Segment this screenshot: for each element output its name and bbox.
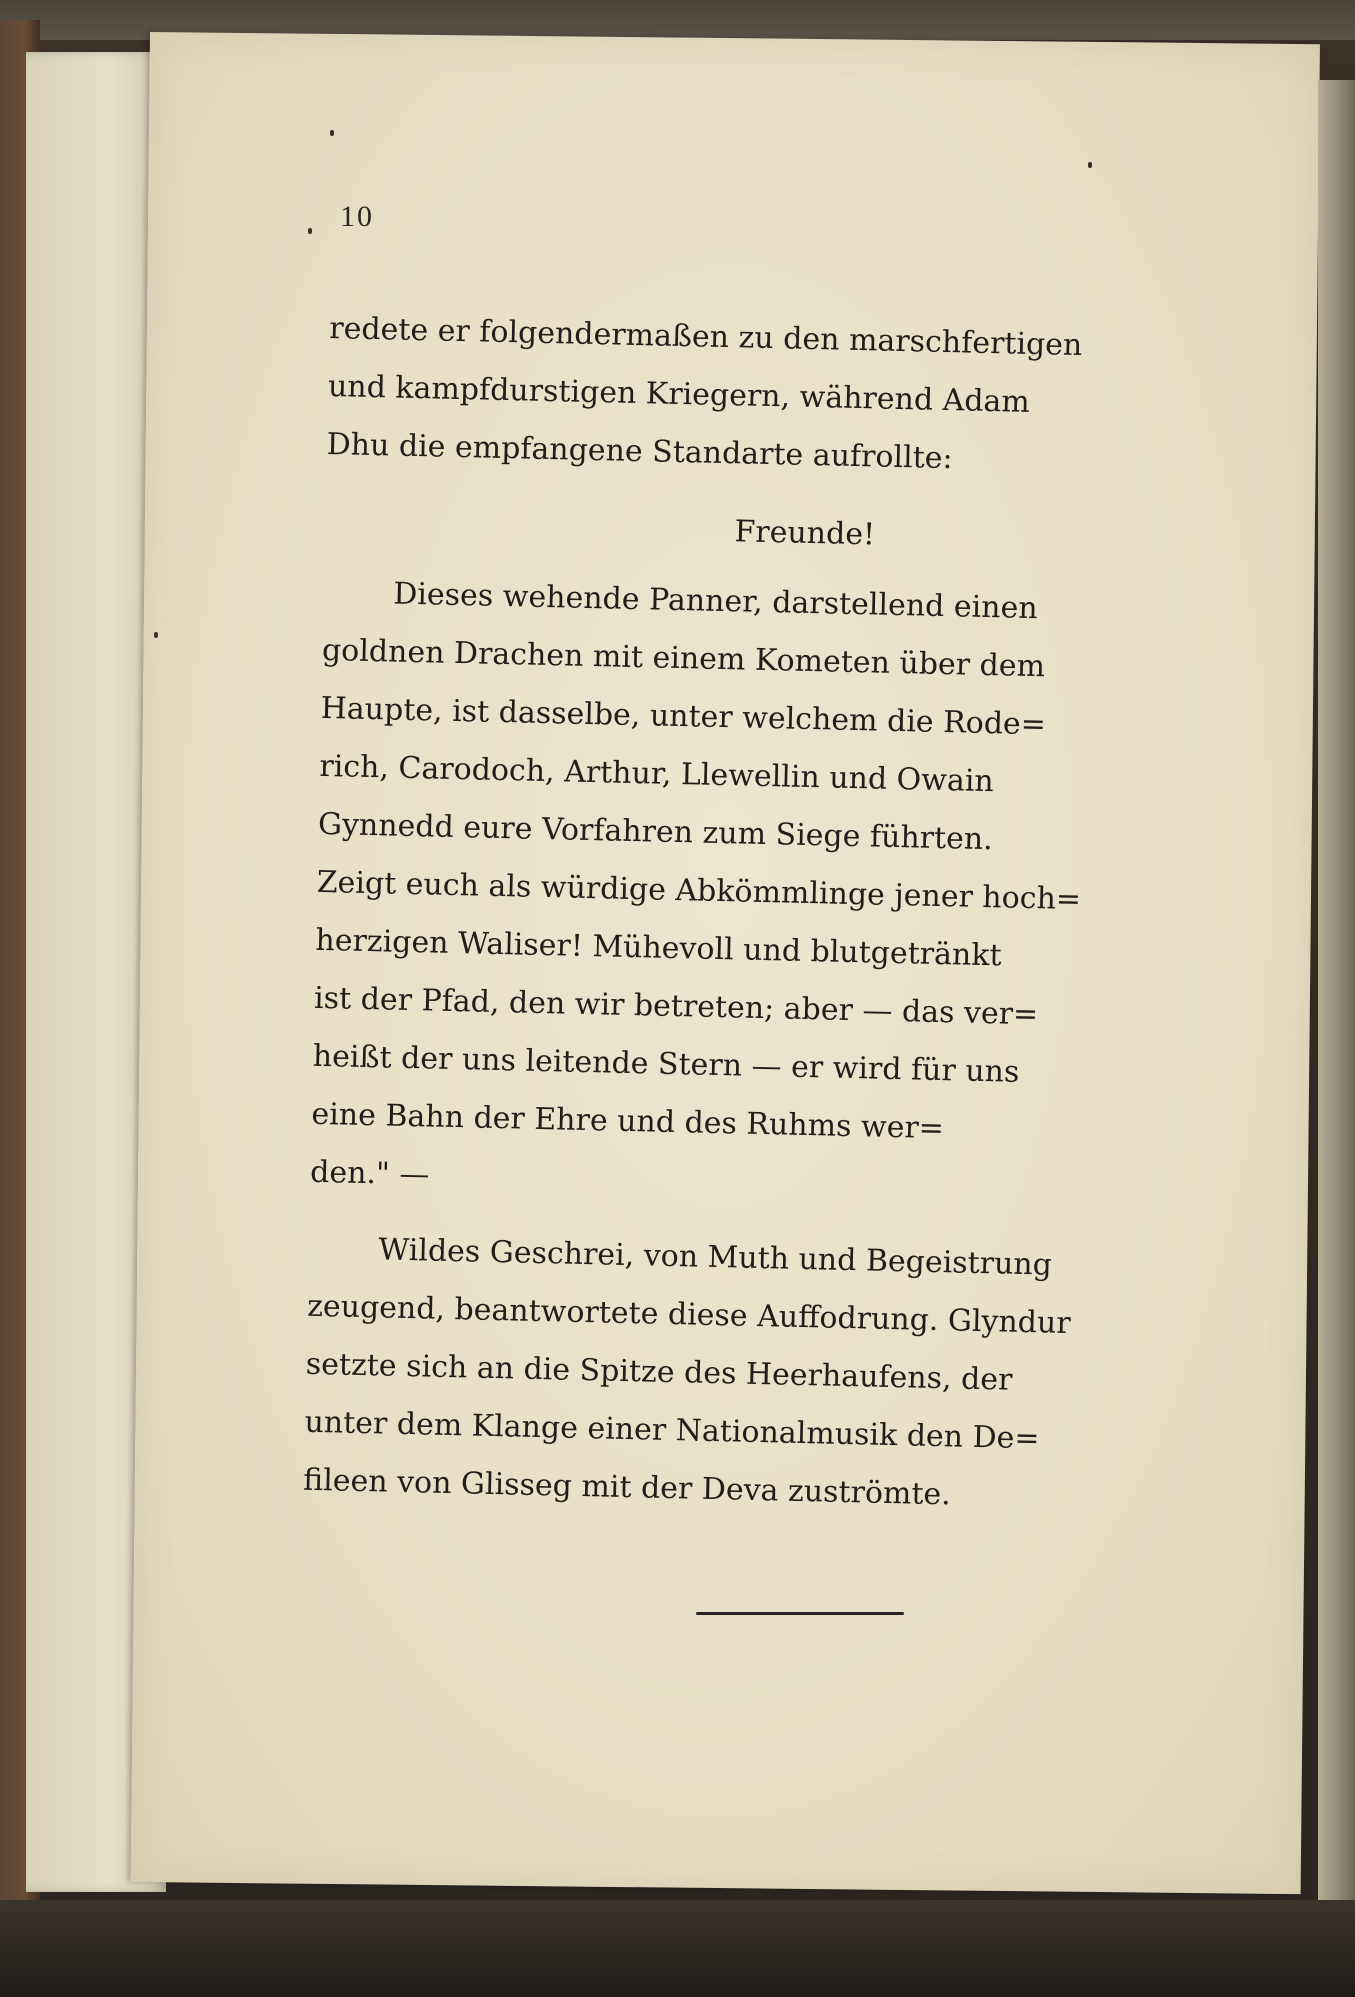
text-line: Freunde! (734, 514, 876, 553)
paper-speck (1088, 162, 1092, 168)
text-line: rich, Carodoch, Arthur, Llewellin und Owain (319, 748, 995, 800)
text-line: Dieses wehende Panner, darstellend einen (392, 576, 1039, 627)
speech-salutation (324, 494, 1225, 572)
text-line: Wildes Geschrei, von Muth und Begeistrung (378, 1232, 1053, 1283)
page-text (303, 300, 1230, 1530)
text-line: Dhu die empfangene Standarte aufrollte: (326, 426, 953, 477)
paragraph-intro (326, 300, 1230, 494)
text-line: fileen von Glisseg mit der Deva zuströmte. (302, 1462, 952, 1513)
text-line: heißt der uns leitende Stern — er wird für uns (312, 1038, 1020, 1090)
text-line: eine Bahn der Ehre und des Ruhms wer= (311, 1096, 945, 1147)
text-line: goldnen Drachen mit einem Kometen über dem (321, 632, 1046, 685)
text-line: ist der Pfad, den wir betreten; aber — das ver= (313, 980, 1039, 1033)
text-line: zeugend, beantwortete diese Auffodrung. Glyndur (306, 1288, 1072, 1342)
text-line: Zeigt euch als würdige Abkömmlinge jener hoch= (316, 864, 1082, 918)
text-line: Haupte, ist dasselbe, unter welchem die Rode= (320, 690, 1047, 743)
paper-speck (154, 632, 158, 638)
paragraph-closing (303, 1220, 1209, 1530)
page-number: 10 (340, 200, 374, 233)
paper-speck (330, 130, 334, 136)
text-line: herzigen Waliser! Mühevoll und blutgetränkt (315, 922, 1002, 974)
text-line: Gynnedd eure Vorfahren zum Siege führten. (317, 806, 994, 858)
section-end-rule (696, 1612, 904, 1615)
paragraph-speech (310, 564, 1224, 1222)
text-line: den." — (309, 1154, 430, 1193)
page-edge-shadow (1318, 80, 1355, 1900)
book-cover-bottom (0, 1900, 1355, 1997)
text-line: redete er folgendermaßen zu den marschfertigen (328, 310, 1083, 364)
text-line: und kampfdurstigen Kriegern, während Adam (327, 368, 1031, 420)
paper-speck (308, 228, 312, 234)
text-line: setzte sich an die Spitze des Heerhaufens, der (305, 1346, 1013, 1398)
text-line: unter dem Klange einer Nationalmusik den De= (304, 1404, 1040, 1457)
